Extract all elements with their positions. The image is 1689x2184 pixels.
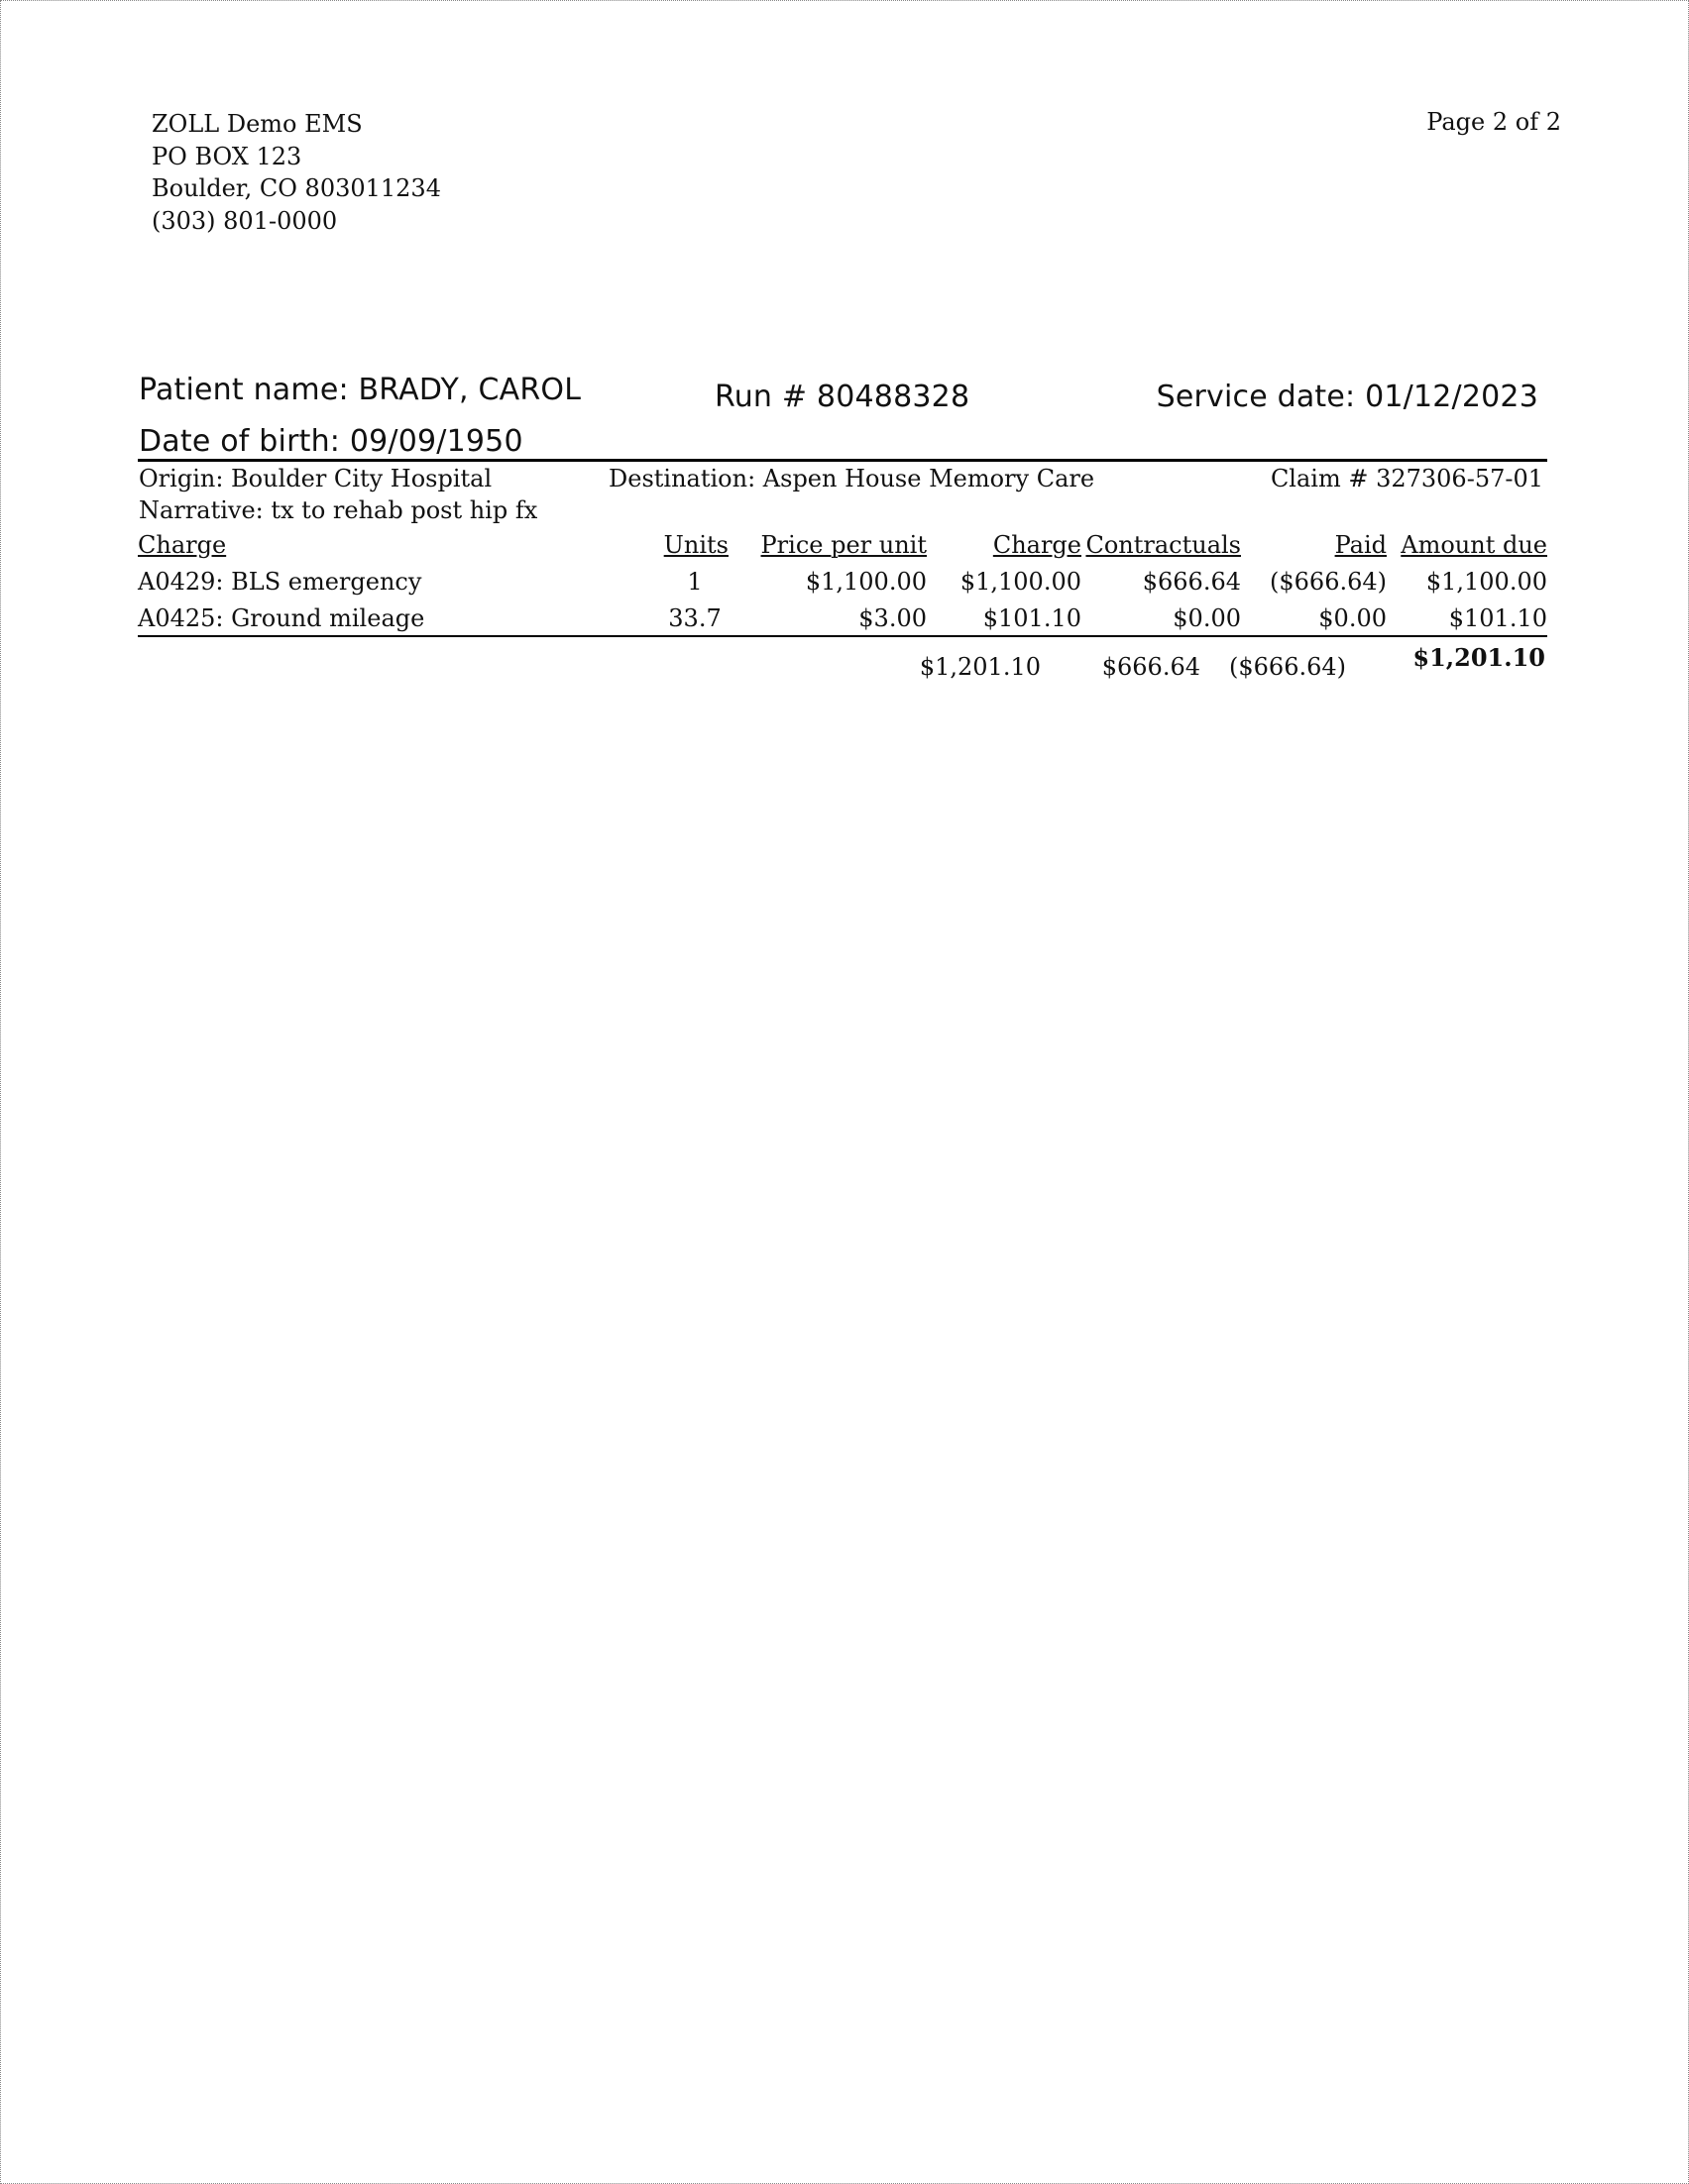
col-header-price: Price per unit <box>760 530 927 559</box>
org-name: ZOLL Demo EMS <box>152 110 363 138</box>
row-units: 1 <box>687 567 703 596</box>
row-due: $1,100.00 <box>1425 567 1547 596</box>
total-charge: $1,201.10 <box>919 653 1041 681</box>
col-header-contractuals: Contractuals <box>1085 530 1241 559</box>
run-number: Run # 80488328 <box>715 380 970 414</box>
row-price: $3.00 <box>858 603 927 632</box>
col-header-charge: Charge <box>138 530 227 559</box>
service-date: Service date: 01/12/2023 <box>1156 380 1538 414</box>
total-contractuals: $666.64 <box>1101 653 1200 681</box>
date-of-birth: Date of birth: 09/09/1950 <box>139 424 523 459</box>
patient-name: Patient name: BRADY, CAROL <box>139 373 582 407</box>
col-header-due: Amount due <box>1401 530 1547 559</box>
row-contractuals: $666.64 <box>1142 567 1241 596</box>
total-amount-due: $1,201.10 <box>1412 643 1545 672</box>
header-divider <box>138 459 1547 462</box>
row-paid: ($666.64) <box>1270 567 1387 596</box>
page-number: Page 2 of 2 <box>1426 108 1561 136</box>
totals-divider <box>138 635 1547 637</box>
row-description: A0425: Ground mileage <box>138 603 425 632</box>
table-row <box>138 600 1547 636</box>
row-due: $101.10 <box>1448 603 1547 632</box>
charges-table <box>138 526 1547 636</box>
total-paid: ($666.64) <box>1229 653 1346 681</box>
row-contractuals: $0.00 <box>1173 603 1241 632</box>
claim-number: Claim # 327306-57-01 <box>1270 465 1543 492</box>
table-header-row <box>138 526 1547 563</box>
row-charge: $1,100.00 <box>959 567 1081 596</box>
row-paid: $0.00 <box>1318 603 1387 632</box>
col-header-amount: Charge <box>992 530 1081 559</box>
row-price: $1,100.00 <box>805 567 927 596</box>
organization-block <box>152 108 441 237</box>
org-address-line1: PO BOX 123 <box>152 142 302 170</box>
trip-narrative: Narrative: tx to rehab post hip fx <box>139 496 538 524</box>
row-units: 33.7 <box>668 603 722 632</box>
table-row <box>138 563 1547 600</box>
org-address-line2: Boulder, CO 803011234 <box>152 174 441 202</box>
org-phone: (303) 801-0000 <box>152 206 338 235</box>
trip-destination: Destination: Aspen House Memory Care <box>609 465 1095 492</box>
col-header-paid: Paid <box>1334 530 1387 559</box>
row-charge: $101.10 <box>982 603 1081 632</box>
row-description: A0429: BLS emergency <box>138 567 422 596</box>
trip-origin: Origin: Boulder City Hospital <box>139 465 493 492</box>
col-header-units: Units <box>663 530 729 559</box>
